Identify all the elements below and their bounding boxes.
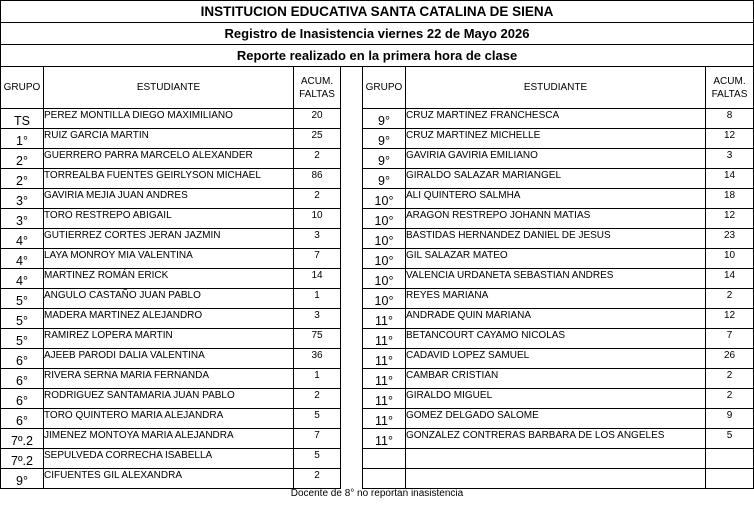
table-row [1, 409, 754, 429]
grupo-cell: 11° [363, 409, 406, 429]
table-row [1, 429, 754, 449]
header-acum-label: ACUM. [713, 75, 746, 87]
grupo-cell: 10° [363, 209, 406, 229]
grupo-cell: 11° [363, 309, 406, 329]
faltas-cell: 8 [706, 109, 754, 129]
student-name-cell: MADERA MARTINEZ ALEJANDRO [44, 309, 294, 329]
grupo-cell: 11° [363, 429, 406, 449]
faltas-cell: 12 [706, 209, 754, 229]
faltas-cell: 7 [294, 429, 341, 449]
column-gap [341, 309, 363, 329]
student-name-cell: GUERRERO PARRA MARCELO ALEXANDER [44, 149, 294, 169]
student-name-cell: PEREZ MONTILLA DIEGO MAXIMILIANO [44, 109, 294, 129]
student-name-cell: GIL SALAZAR MATEO [406, 249, 706, 269]
faltas-cell: 36 [294, 349, 341, 369]
student-name-cell: SEPULVEDA CORRECHA ISABELLA [44, 449, 294, 469]
faltas-cell: 12 [706, 129, 754, 149]
faltas-cell [706, 449, 754, 469]
student-name-cell: CAMBAR CRISTIAN [406, 369, 706, 389]
grupo-cell: 6° [1, 369, 44, 389]
table-row [1, 469, 754, 489]
header-faltas-left [294, 67, 341, 109]
faltas-cell: 14 [706, 169, 754, 189]
table-row [1, 169, 754, 189]
footnote: Docente de 8° no reportan inasistencia [290, 488, 464, 499]
student-name-cell: REYES MARIANA [406, 289, 706, 309]
faltas-cell: 1 [294, 289, 341, 309]
grupo-cell: 9° [363, 149, 406, 169]
table-row [1, 289, 754, 309]
table-row [1, 249, 754, 269]
grupo-cell: 3° [1, 189, 44, 209]
table-row [1, 369, 754, 389]
header-grupo-left: GRUPO [1, 67, 44, 109]
student-name-cell: AJEEB PARODI DALIA VALENTINA [44, 349, 294, 369]
student-name-cell: ANDRADE QUIN MARIANA [406, 309, 706, 329]
header-faltas-label: FALTAS [711, 88, 748, 100]
grupo-cell: 10° [363, 249, 406, 269]
student-name-cell: GAVIRIA GAVIRIA EMILIANO [406, 149, 706, 169]
faltas-cell: 7 [706, 329, 754, 349]
faltas-cell: 75 [294, 329, 341, 349]
student-name-cell: TORO RESTREPO ABIGAIL [44, 209, 294, 229]
student-name-cell: BETANCOURT CAYAMO NICOLAS [406, 329, 706, 349]
column-gap [341, 429, 363, 449]
column-gap [341, 389, 363, 409]
grupo-cell: 6° [1, 409, 44, 429]
table-row [1, 309, 754, 329]
column-header-row [1, 67, 754, 109]
student-name-cell: TORREALBA FUENTES GEIRLYSON MICHAEL [44, 169, 294, 189]
header-estudiante-right: ESTUDIANTE [406, 67, 706, 109]
header-acum-label: ACUM. [300, 75, 334, 87]
table-row [1, 149, 754, 169]
grupo-cell: 10° [363, 269, 406, 289]
faltas-cell: 12 [706, 309, 754, 329]
faltas-cell: 2 [294, 469, 341, 489]
grupo-cell: 11° [363, 329, 406, 349]
faltas-cell: 14 [706, 269, 754, 289]
student-name-cell: GOMEZ DELGADO SALOME [406, 409, 706, 429]
column-gap [341, 409, 363, 429]
table-row [1, 449, 754, 469]
student-name-cell: GIRALDO SALAZAR MARIANGEL [406, 169, 706, 189]
student-name-cell: CRUZ MARTINEZ MICHELLE [406, 129, 706, 149]
grupo-cell: 3° [1, 209, 44, 229]
table-row [1, 349, 754, 369]
student-name-cell [406, 449, 706, 469]
header-estudiante-left: ESTUDIANTE [44, 67, 294, 109]
faltas-cell [706, 469, 754, 489]
student-name-cell: CIFUENTES GIL ALEXANDRA [44, 469, 294, 489]
student-name-cell: BASTIDAS HERNANDEZ DANIEL DE JESUS [406, 229, 706, 249]
grupo-cell: 9° [1, 469, 44, 489]
grupo-cell: 2° [1, 169, 44, 189]
student-name-cell: GAVIRIA MEJIA JUAN ANDRES [44, 189, 294, 209]
column-gap [341, 269, 363, 289]
grupo-cell: TS [1, 109, 44, 129]
grupo-cell [363, 469, 406, 489]
faltas-cell: 25 [294, 129, 341, 149]
column-gap [341, 249, 363, 269]
grupo-cell: 10° [363, 289, 406, 309]
column-gap [341, 209, 363, 229]
faltas-cell: 86 [294, 169, 341, 189]
faltas-cell: 9 [706, 409, 754, 429]
student-name-cell: RAMIREZ LOPERA MARTIN [44, 329, 294, 349]
faltas-cell: 2 [706, 289, 754, 309]
column-gap [341, 229, 363, 249]
student-name-cell: GUTIERREZ CORTES JERAN JAZMIN [44, 229, 294, 249]
student-name-cell [406, 469, 706, 489]
column-gap [341, 129, 363, 149]
faltas-cell: 18 [706, 189, 754, 209]
grupo-cell: 11° [363, 349, 406, 369]
column-gap [341, 169, 363, 189]
student-name-cell: CRUZ MARTINEZ FRANCHESCA [406, 109, 706, 129]
faltas-cell: 5 [294, 449, 341, 469]
column-gap [341, 289, 363, 309]
student-name-cell: RUIZ GARCIA MARTIN [44, 129, 294, 149]
table-row [1, 389, 754, 409]
grupo-cell: 11° [363, 369, 406, 389]
faltas-cell: 23 [706, 229, 754, 249]
grupo-cell: 5° [1, 289, 44, 309]
faltas-cell: 7 [294, 249, 341, 269]
faltas-cell: 2 [294, 189, 341, 209]
faltas-cell: 26 [706, 349, 754, 369]
table-row [1, 229, 754, 249]
student-name-cell: TORO QUINTERO MARIA ALEJANDRA [44, 409, 294, 429]
faltas-cell: 5 [706, 429, 754, 449]
column-gap [341, 349, 363, 369]
institution-title: INSTITUCION EDUCATIVA SANTA CATALINA DE SIENA [1, 1, 754, 23]
grupo-cell: 11° [363, 389, 406, 409]
grupo-cell: 7º.2 [1, 429, 44, 449]
column-gap [341, 189, 363, 209]
student-name-cell: ALI QUINTERO SALMHA [406, 189, 706, 209]
student-name-cell: GONZALEZ CONTRERAS BARBARA DE LOS ANGELES [406, 429, 706, 449]
table-row [1, 109, 754, 129]
faltas-cell: 10 [706, 249, 754, 269]
faltas-cell: 14 [294, 269, 341, 289]
column-gap [341, 329, 363, 349]
faltas-cell: 3 [706, 149, 754, 169]
student-name-cell: VALENCIA URDANETA SEBASTIAN ANDRES [406, 269, 706, 289]
grupo-cell: 5° [1, 309, 44, 329]
student-name-cell: RODRIGUEZ SANTAMARIA JUAN PABLO [44, 389, 294, 409]
faltas-cell: 2 [294, 389, 341, 409]
faltas-cell: 10 [294, 209, 341, 229]
grupo-cell: 6° [1, 389, 44, 409]
grupo-cell: 10° [363, 229, 406, 249]
table-row [1, 189, 754, 209]
grupo-cell: 5° [1, 329, 44, 349]
grupo-cell: 10° [363, 189, 406, 209]
student-name-cell: CADAVID LOPEZ SAMUEL [406, 349, 706, 369]
student-name-cell: JIMENEZ MONTOYA MARIA ALEJANDRA [44, 429, 294, 449]
faltas-cell: 2 [706, 369, 754, 389]
grupo-cell: 4° [1, 229, 44, 249]
grupo-cell: 4° [1, 249, 44, 269]
student-name-cell: MARTINEZ ROMÁN ERICK [44, 269, 294, 289]
table-row [1, 329, 754, 349]
faltas-cell: 2 [706, 389, 754, 409]
student-name-cell: GIRALDO MIGUEL [406, 389, 706, 409]
grupo-cell: 2° [1, 149, 44, 169]
faltas-cell: 2 [294, 149, 341, 169]
faltas-cell: 1 [294, 369, 341, 389]
faltas-cell: 5 [294, 409, 341, 429]
column-gap [341, 149, 363, 169]
header-faltas-label: FALTAS [299, 88, 335, 100]
column-gap [341, 109, 363, 129]
faltas-cell: 3 [294, 229, 341, 249]
student-name-cell: LAYA MONROY MIA VALENTINA [44, 249, 294, 269]
table-row [1, 129, 754, 149]
grupo-cell: 9° [363, 129, 406, 149]
header-faltas-right [706, 67, 754, 109]
grupo-cell: 1° [1, 129, 44, 149]
faltas-cell: 3 [294, 309, 341, 329]
grupo-cell: 4° [1, 269, 44, 289]
student-name-cell: ANGULO CASTAÑO JUAN PABLO [44, 289, 294, 309]
grupo-cell: 9° [363, 169, 406, 189]
student-name-cell: RIVERA SERNA MARIA FERNANDA [44, 369, 294, 389]
table-row [1, 269, 754, 289]
grupo-cell: 7º.2 [1, 449, 44, 469]
header-grupo-right: GRUPO [363, 67, 406, 109]
column-gap [341, 369, 363, 389]
student-name-cell: ARAGON RESTREPO JOHANN MATIAS [406, 209, 706, 229]
table-row [1, 209, 754, 229]
report-note: Reporte realizado en la primera hora de clase [1, 45, 754, 67]
grupo-cell: 9° [363, 109, 406, 129]
column-gap [341, 469, 363, 489]
column-gap [341, 67, 363, 109]
grupo-cell: 6° [1, 349, 44, 369]
grupo-cell [363, 449, 406, 469]
faltas-cell: 20 [294, 109, 341, 129]
registry-subtitle: Registro de Inasistencia viernes 22 de Mayo 2026 [1, 23, 754, 45]
column-gap [341, 449, 363, 469]
